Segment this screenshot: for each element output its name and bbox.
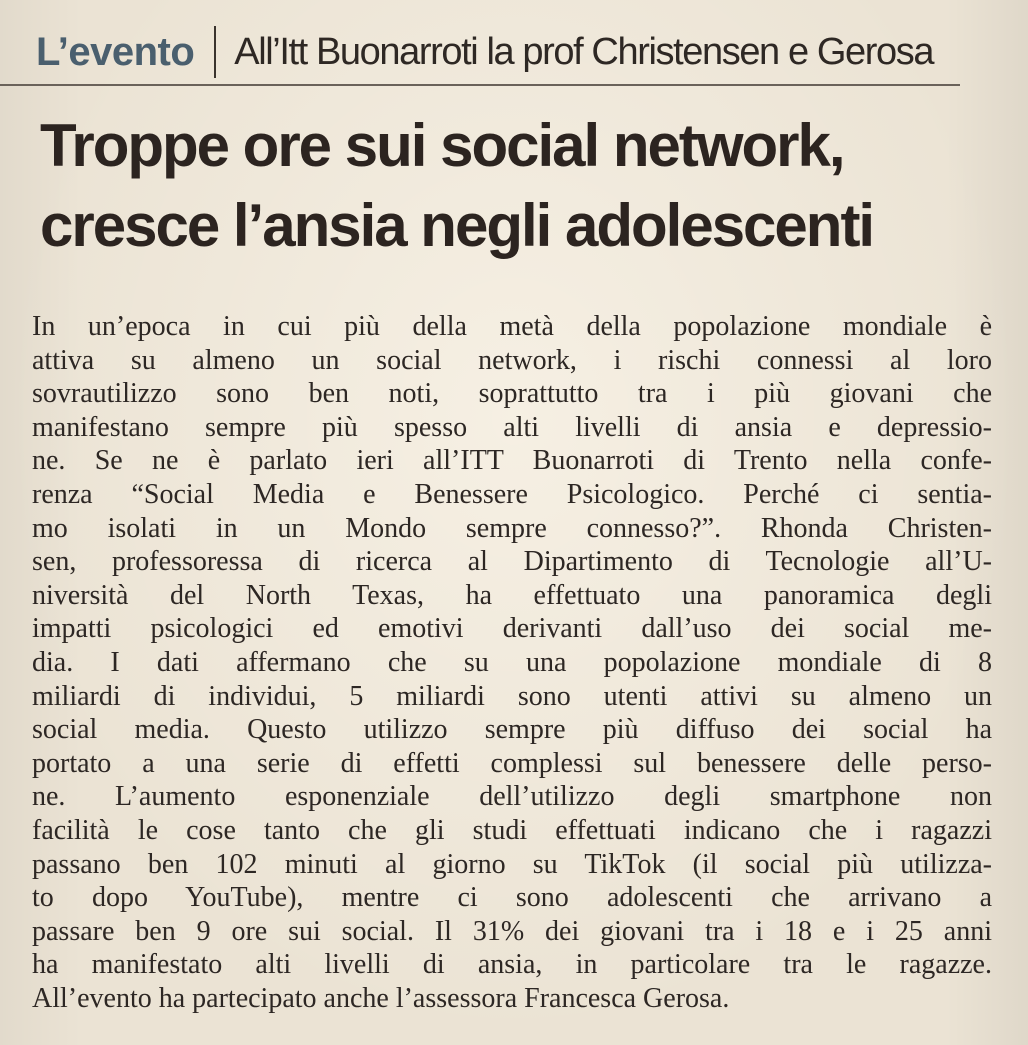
body-line: miliardi di individui, 5 miliardi sono utenti attivi su almeno un <box>32 680 992 712</box>
article-body <box>32 310 992 1015</box>
body-line: All’evento ha partecipato anche l’assessora Francesca Gerosa. <box>32 982 730 1014</box>
body-line: portato a una serie di effetti complessi sul benessere delle perso- <box>32 747 992 779</box>
body-line: facilità le cose tanto che gli studi effettuati indicano che i ragazzi <box>32 814 992 846</box>
body-line: sen, professoressa di ricerca al Dipartimento di Tecnologie all’U- <box>32 546 992 578</box>
body-line: renza “Social Media e Benessere Psicologico. Perché ci sentia- <box>32 478 992 510</box>
header-rule <box>0 84 960 86</box>
body-line: niversità del North Texas, ha effettuato una panoramica degli <box>32 579 992 611</box>
kicker <box>36 22 961 82</box>
body-line: social media. Questo utilizzo sempre più diffuso dei social ha <box>32 714 992 746</box>
body-line: mo isolati in un Mondo sempre connesso?”. Rhonda Christen- <box>32 512 992 544</box>
body-line: sovrautilizzo sono ben noti, soprattutto tra i più giovani che <box>32 378 992 410</box>
body-line: dia. I dati affermano che su una popolazione mondiale di 8 <box>32 646 992 678</box>
section-label: L’evento <box>36 29 195 74</box>
body-line: impatti psicologici ed emotivi derivanti dall’uso dei social me- <box>32 613 992 645</box>
headline-line-1: Troppe ore sui social network, <box>40 112 844 179</box>
body-line: passare ben 9 ore sui social. Il 31% dei giovani tra i 18 e i 25 anni <box>32 915 992 947</box>
kicker-divider <box>214 26 216 78</box>
body-line: ne. L’aumento esponenziale dell’utilizzo degli smartphone non <box>32 781 992 813</box>
body-line: to dopo YouTube), mentre ci sono adolescenti che arrivano a <box>32 882 992 914</box>
body-line: passano ben 102 minuti al giorno su TikTok (il social più utilizza- <box>32 848 992 880</box>
headline-line-2: cresce l’ansia negli adolescenti <box>40 192 874 259</box>
headline <box>40 106 940 266</box>
body-line: ne. Se ne è parlato ieri all’ITT Buonarroti di Trento nella confe- <box>32 445 992 477</box>
body-line: manifestano sempre più spesso alti livelli di ansia e depressio- <box>32 411 992 443</box>
kicker-text: All’Itt Buonarroti la prof Christensen e Gerosa <box>234 30 934 73</box>
body-line: attiva su almeno un social network, i rischi connessi al loro <box>32 344 992 376</box>
body-line: ha manifestato alti livelli di ansia, in particolare tra le ragazze. <box>32 949 992 981</box>
body-line: In un’epoca in cui più della metà della popolazione mondiale è <box>32 311 992 342</box>
